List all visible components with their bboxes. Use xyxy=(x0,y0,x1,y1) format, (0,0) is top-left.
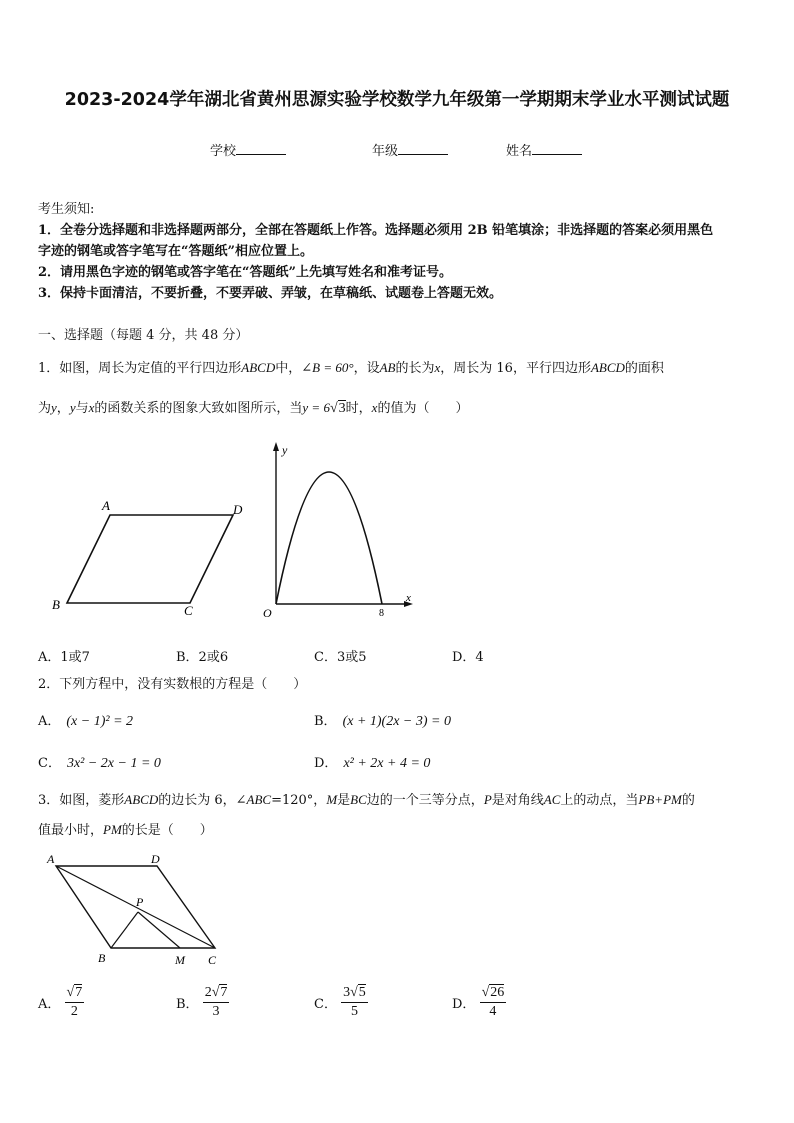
label-A: A xyxy=(102,498,110,513)
segment-BP xyxy=(111,912,138,948)
q3-line1: 3．如图，菱形ABCD的边长为 6，∠ABC=120°，M是BC边的一个三等分点，P是对角线AC上的动点，当PB+PM的 xyxy=(38,792,695,808)
label-M: M xyxy=(175,953,185,967)
notice-item-3: 3．保持卡面清洁，不要折叠，不要弄破、弄皱，在草稿纸、试题卷上答题无效。 xyxy=(38,286,503,301)
q1-line2: 为y，y与x的函数关系的图象大致如图所示，当y = 6√3时，x的值为（ ） xyxy=(38,400,469,416)
q3-option-b[interactable]: B． $\frac{2√7}{3}$ xyxy=(176,985,228,1019)
label-C: C xyxy=(184,603,193,618)
parallelogram-shape xyxy=(67,515,233,603)
q1-option-b[interactable]: B．2或6 xyxy=(176,650,229,665)
q3-option-a[interactable]: A． $\frac{√7}{2}$ xyxy=(38,985,83,1019)
q2-option-d[interactable]: D． x² + 2x + 4 = 0 xyxy=(314,756,431,771)
notice-item-2: 2．请用黑色字迹的钢笔或答字笔在“答题纸”上先填写姓名和准考证号。 xyxy=(38,265,453,280)
name-label: 姓名 xyxy=(506,144,533,159)
school-field xyxy=(210,140,286,159)
notice-heading: 考生须知: xyxy=(38,202,95,217)
q3-rhombus-figure xyxy=(40,848,230,970)
graph-y-label: y xyxy=(282,443,288,457)
name-blank xyxy=(532,142,582,155)
label-D: D xyxy=(233,502,243,517)
graph-tick-8: 8 xyxy=(379,608,384,619)
notice-item-1-cont: 字迹的钢笔或答字笔写在“答题纸”相应位置上。 xyxy=(38,244,313,259)
graph-origin-label: O xyxy=(263,606,272,620)
q1-option-a[interactable]: A．1或7 xyxy=(38,650,90,665)
label-B: B xyxy=(52,597,60,612)
page-title: 2023-2024学年湖北省黄州思源实验学校数学九年级第一学期期末学业水平测试试题 xyxy=(64,90,730,110)
label-A: A xyxy=(47,852,55,866)
q2-option-a[interactable]: A． (x − 1)² = 2 xyxy=(38,714,134,729)
segment-PM xyxy=(138,912,180,948)
q1-option-c[interactable]: C．3或5 xyxy=(314,650,367,665)
q3-line2: 值最小时，PM的长是（ ） xyxy=(38,822,213,838)
school-blank xyxy=(236,142,286,155)
label-B: B xyxy=(98,951,106,965)
label-C: C xyxy=(208,953,217,967)
q2-stem: 2．下列方程中，没有实数根的方程是（ ） xyxy=(38,677,307,692)
notice-item-1: 1．全卷分选择题和非选择题两部分，全部在答题纸上作答。选择题必须用 2B 铅笔填涂；非选择题的答案必须用黑色 xyxy=(38,223,714,238)
q1-line1: 1．如图，周长为定值的平行四边形ABCD中，∠B = 60°，设AB的长为x，周长为 16，平行四边形ABCD的面积 xyxy=(38,360,664,376)
school-label: 学校 xyxy=(210,144,237,159)
y-axis-arrow xyxy=(273,442,279,451)
q1-parallelogram-figure xyxy=(40,495,260,620)
q2-option-b[interactable]: B． (x + 1)(2x − 3) = 0 xyxy=(314,714,451,729)
q1-option-d[interactable]: D．4 xyxy=(452,650,484,665)
name-field xyxy=(506,140,582,159)
grade-field xyxy=(372,140,448,159)
q3-option-d[interactable]: D． $\frac{√26}{4}$ xyxy=(452,985,505,1019)
q2-option-c[interactable]: C． 3x² − 2x − 1 = 0 xyxy=(38,756,161,771)
q1-function-graph xyxy=(258,440,418,622)
graph-x-label: x xyxy=(406,592,411,604)
grade-blank xyxy=(398,142,448,155)
section-heading: 一、选择题（每题 4 分，共 48 分） xyxy=(38,328,249,343)
q3-option-c[interactable]: C． $\frac{3√5}{5}$ xyxy=(314,985,366,1019)
label-D: D xyxy=(151,852,160,866)
label-P: P xyxy=(136,895,144,909)
grade-label: 年级 xyxy=(372,144,399,159)
parabola-curve xyxy=(276,472,382,604)
